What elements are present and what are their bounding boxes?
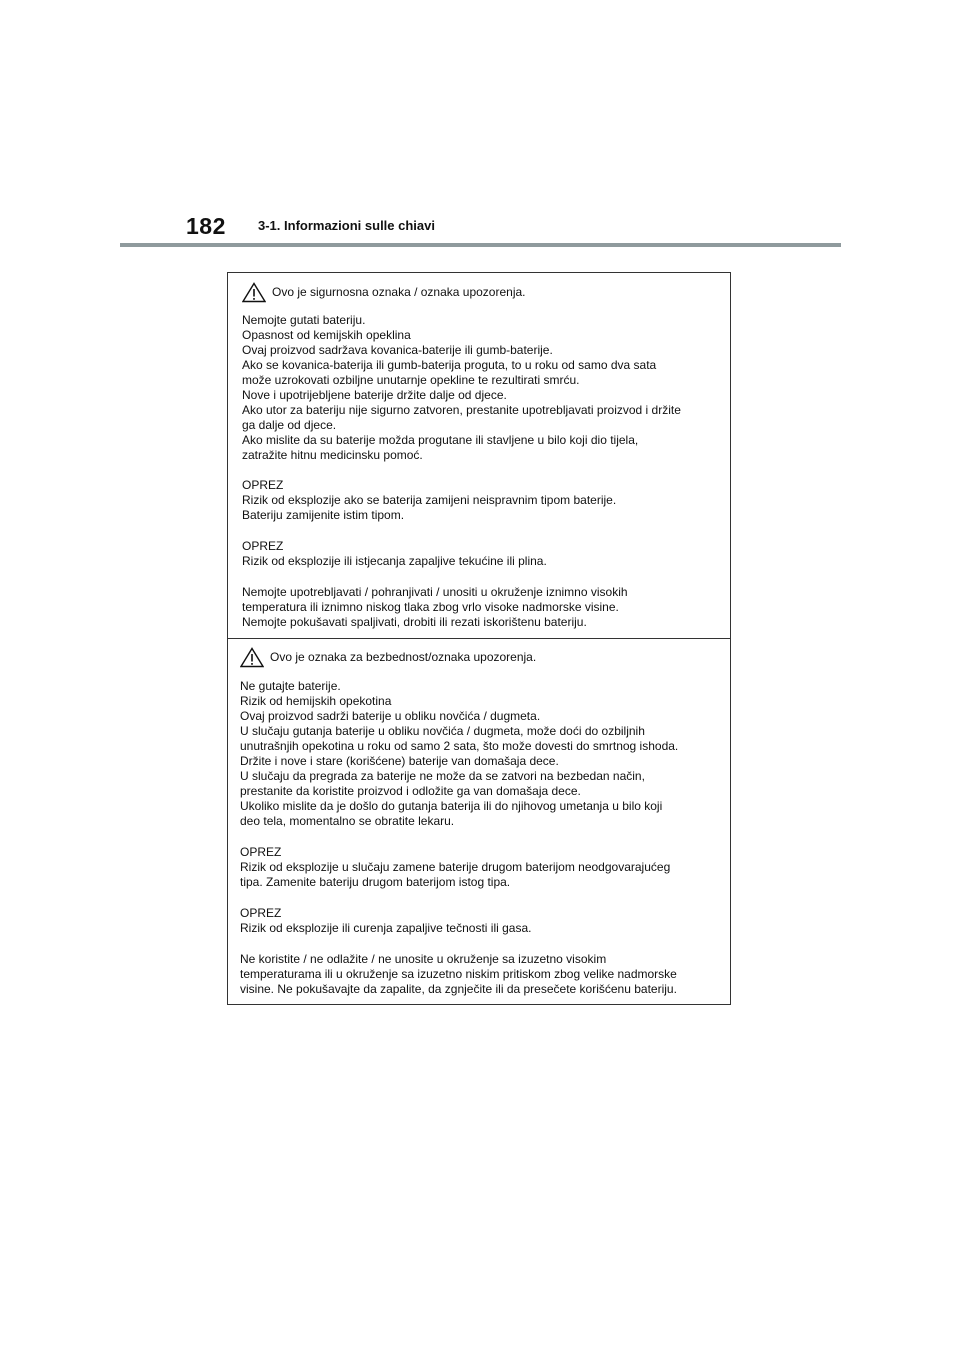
swallowing-warning-text: Ne gutajte baterije. Rizik od hemijskih opekotina Ovaj proizvod sadrži baterije u obliku novčića / dugmeta. U slučaju gutanja baterije u obliku novčića / dugmeta, može doći do ozbiljnih unutrašnjih opekotina u roku od samo 2 sata, što može dovesti do smrtnog ishoda. Držite i nove i stare (korišćene) baterije van domašaja dece. U slučaju da pregrada za baterije ne može da se zatvori na bezbedan način, prestanite da koristite proizvod i odložite ga van domašaja dece. Ukoliko mislite da je došlo do gutanja baterija ili do njihovog umetanja u bilo koji deo tela, momentalno se obratite lekaru. [240, 679, 679, 828]
box-divider [228, 638, 730, 639]
warning-triangle-icon [242, 282, 266, 303]
warning-section-serbian [228, 646, 730, 997]
page-number: 182 [186, 213, 226, 239]
caution-replacement-text: OPREZ Rizik od eksplozije ako se baterija zamijeni neispravnim tipom baterije. Bateriju zamijenite istim tipom. [242, 478, 617, 522]
section-title: 3-1. Informazioni sulle chiavi [258, 218, 435, 233]
usage-environment-text: Nemojte upotrebljavati / pohranjivati / unositi u okruženje iznimno visokih temperatura ili iznimno niskog tlaka zbog vrlo visoke nadmorske visine. Nemojte pokušavati spaljivati, drobiti ili rezati iskorištenu bateriju. [242, 585, 628, 629]
caution-leakage-text: OPREZ Rizik od eksplozije ili istjecanja zapaljive tekućine ili plina. [242, 539, 547, 568]
safety-sign-label: Ovo je sigurnosna oznaka / oznaka upozorenja. [272, 285, 526, 299]
header-rule [120, 243, 841, 247]
warning-triangle-icon [240, 647, 264, 668]
safety-sign-row [240, 646, 722, 668]
usage-environment-text: Ne koristite / ne odlažite / ne unosite u okruženje sa izuzetno visokim temperaturama ili u okruženje sa izuzetno niskim pritiskom zbog velike nadmorske visine. Ne pokušavajte da zapalite, da zgnječite ili da presečete korišćenu bateriju. [240, 952, 677, 996]
caution-replacement-text: OPREZ Rizik od eksplozije u slučaju zamene baterije drugom baterijom neodgovarajućeg tipa. Zamenite bateriju drugom baterijom istog tipa. [240, 845, 671, 889]
caution-leakage-text: OPREZ Rizik od eksplozije ili curenja zapaljive tečnosti ili gasa. [240, 906, 532, 935]
battery-warning-box [227, 272, 731, 1005]
safety-sign-row [242, 281, 722, 303]
safety-sign-label: Ovo je oznaka za bezbednost/oznaka upozorenja. [270, 650, 537, 664]
swallowing-warning-text: Nemojte gutati bateriju. Opasnost od kemijskih opeklina Ovaj proizvod sadržava kovanica-baterije ili gumb-baterije. Ako se kovanica-baterija ili gumb-baterija proguta, to u roku od samo dva sata može uzrokovati ozbiljne unutarnje opekline te rezultirati smrću. Nove i upotrijebljene baterije držite dalje od djece. Ako utor za bateriju nije sigurno zatvoren, prestanite upotrebljavati proizvod i držite ga dalje od djece. Ako mislite da su baterije možda progutane ili stavljene u bilo koji dio tijela, zatražite hitnu medicinsku pomoć. [242, 313, 681, 462]
warning-section-croatian [228, 281, 730, 630]
